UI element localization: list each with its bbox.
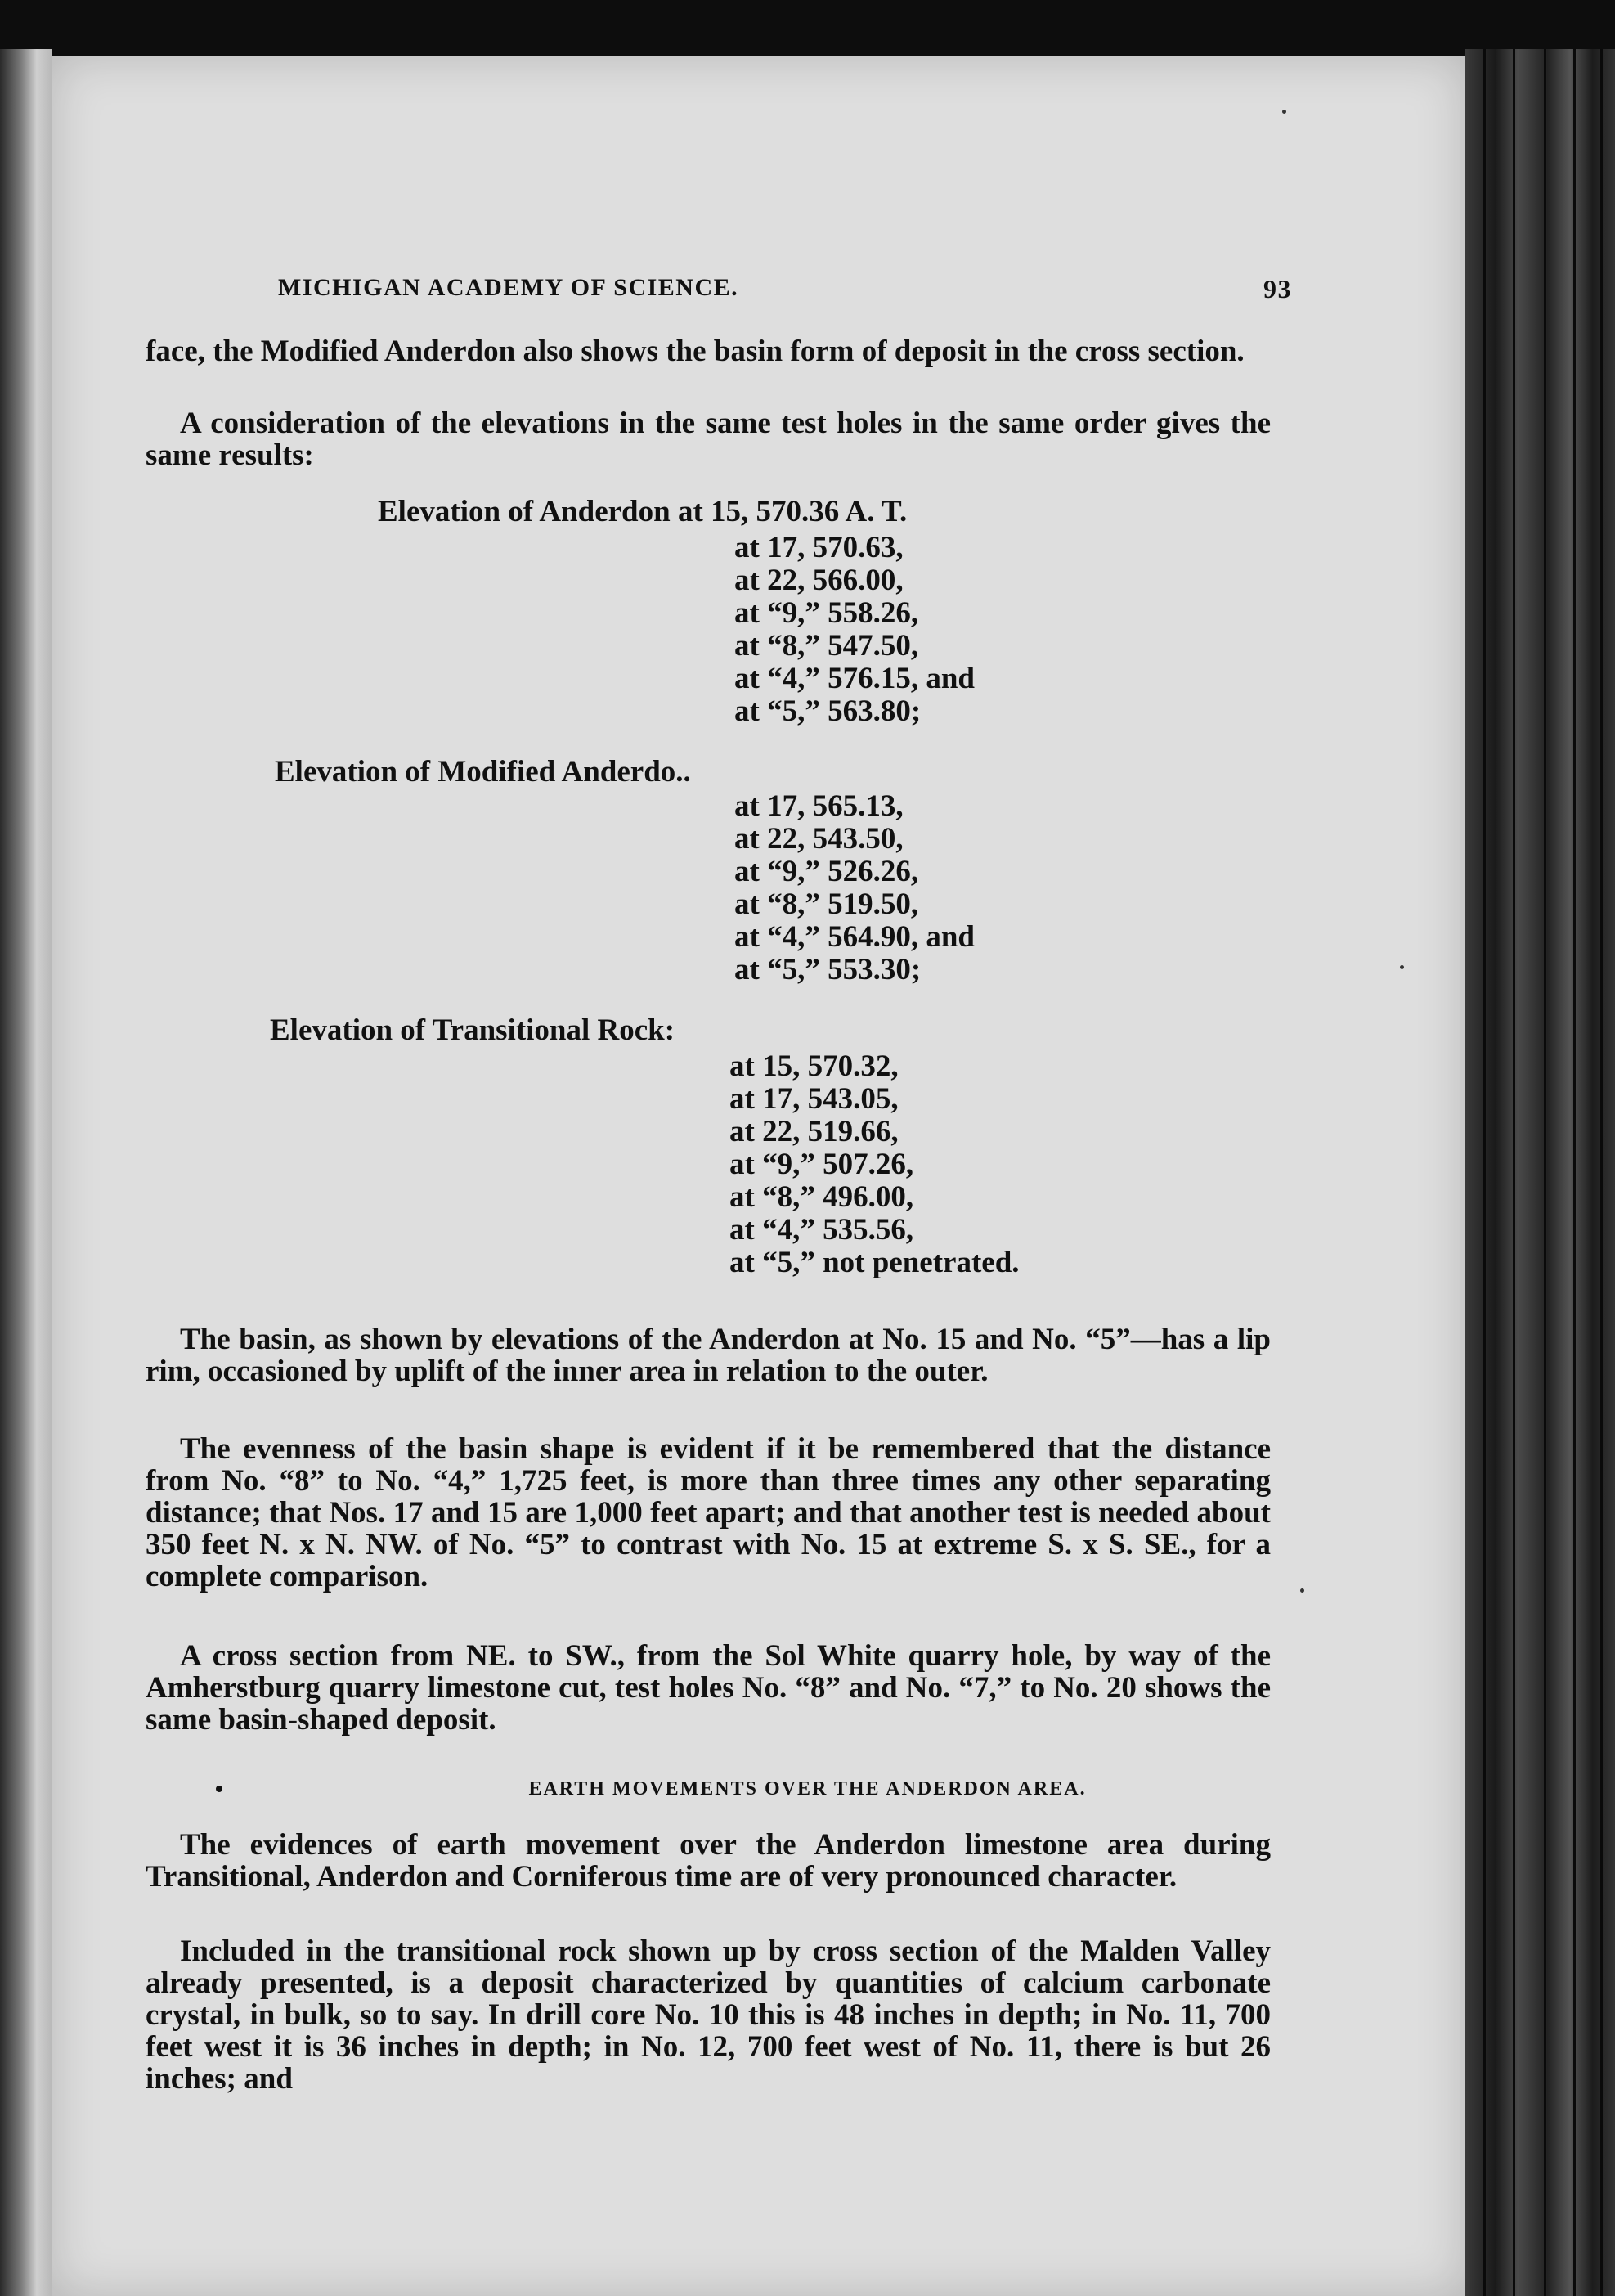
anderdon-row: at 17, 570.63, <box>734 531 904 564</box>
speck <box>1300 1588 1304 1593</box>
modified-row: at “5,” 553.30; <box>734 953 922 986</box>
anderdon-row: at 22, 566.00, <box>734 564 904 597</box>
paragraph-7: Included in the transitional rock shown up by cross section of the Malden Valley already presented, is a deposit characterized by quantities of calcium carbonate crystal, in bulk, so to say. In drill core No. 10 this is 48 inches in depth; in No. 11, 700 feet west it is 36 inches in depth; in No. 12, 700 feet west of No. 11, there is but 26 inches; and <box>146 1934 1271 2096</box>
transitional-row: at 22, 519.66, <box>729 1115 899 1148</box>
page-number: 93 <box>1263 274 1292 303</box>
speck <box>1282 110 1286 114</box>
paragraph-6: The evidences of earth movement over the Anderdon limestone area during Transitional, Anderdon and Corniferous time are of very pronounced character. <box>146 1828 1271 1894</box>
anderdon-row: at “5,” 563.80; <box>734 694 922 728</box>
transitional-row: at 15, 570.32, <box>729 1049 899 1083</box>
paragraph-1: face, the Modified Anderdon also shows the basin form of deposit in the cross section. <box>146 335 1245 368</box>
modified-anderdon-heading: Elevation of Modified Anderdo.. <box>275 755 691 789</box>
section-title: EARTH MOVEMENTS OVER THE ANDERDON AREA. <box>528 1778 1087 1800</box>
running-title: MICHIGAN ACADEMY OF SCIENCE. <box>278 274 739 301</box>
left-page-edge <box>0 49 52 2296</box>
paragraph-2: A consideration of the elevations in the same test holes in the same order gives the same results: <box>146 407 1271 472</box>
anderdon-heading: Elevation of Anderdon at 15, 570.36 A. T. <box>378 495 908 528</box>
transitional-row: at “4,” 535.56, <box>729 1213 914 1247</box>
speck <box>1400 965 1404 969</box>
transitional-row: at “5,” not penetrated. <box>729 1246 1020 1279</box>
modified-row: at “9,” 526.26, <box>734 855 919 888</box>
running-header <box>278 274 1292 304</box>
book-spine <box>1465 49 1615 2296</box>
modified-row: at “8,” 519.50, <box>734 887 919 921</box>
paragraph-5: A cross section from NE. to SW., from the Sol White quarry hole, by way of the Amherstburg quarry limestone cut, test holes No. “8” and No. “7,” to No. 20 shows the same basin-shaped deposit. <box>146 1639 1271 1737</box>
anderdon-row: at “4,” 576.15, and <box>734 662 975 695</box>
paragraph-4: The evenness of the basin shape is evident if it be remembered that the distance from No. “8” to No. “4,” 1,725 feet, is more than three times any other separating distance; that Nos. 17 and 15 are 1,000 feet apart; and that another test is needed about 350 feet N. x N. NW. of No. “5” to contrast with No. 15 at extreme S. x S. SE., for a complete comparison. <box>146 1432 1271 1593</box>
transitional-row: at “9,” 507.26, <box>729 1148 914 1181</box>
modified-row: at “4,” 564.90, and <box>734 920 975 954</box>
paragraph-3: The basin, as shown by elevations of the Anderdon at No. 15 and No. “5”—has a lip rim, occasioned by uplift of the inner area in relation to the outer. <box>146 1323 1271 1388</box>
modified-row: at 22, 543.50, <box>734 822 904 856</box>
transitional-row: at “8,” 496.00, <box>729 1180 914 1214</box>
modified-row: at 17, 565.13, <box>734 789 904 823</box>
transitional-row: at 17, 543.05, <box>729 1082 899 1116</box>
transitional-heading: Elevation of Transitional Rock: <box>270 1013 675 1047</box>
anderdon-row: at “9,” 558.26, <box>734 596 919 630</box>
anderdon-row: at “8,” 547.50, <box>734 629 919 663</box>
